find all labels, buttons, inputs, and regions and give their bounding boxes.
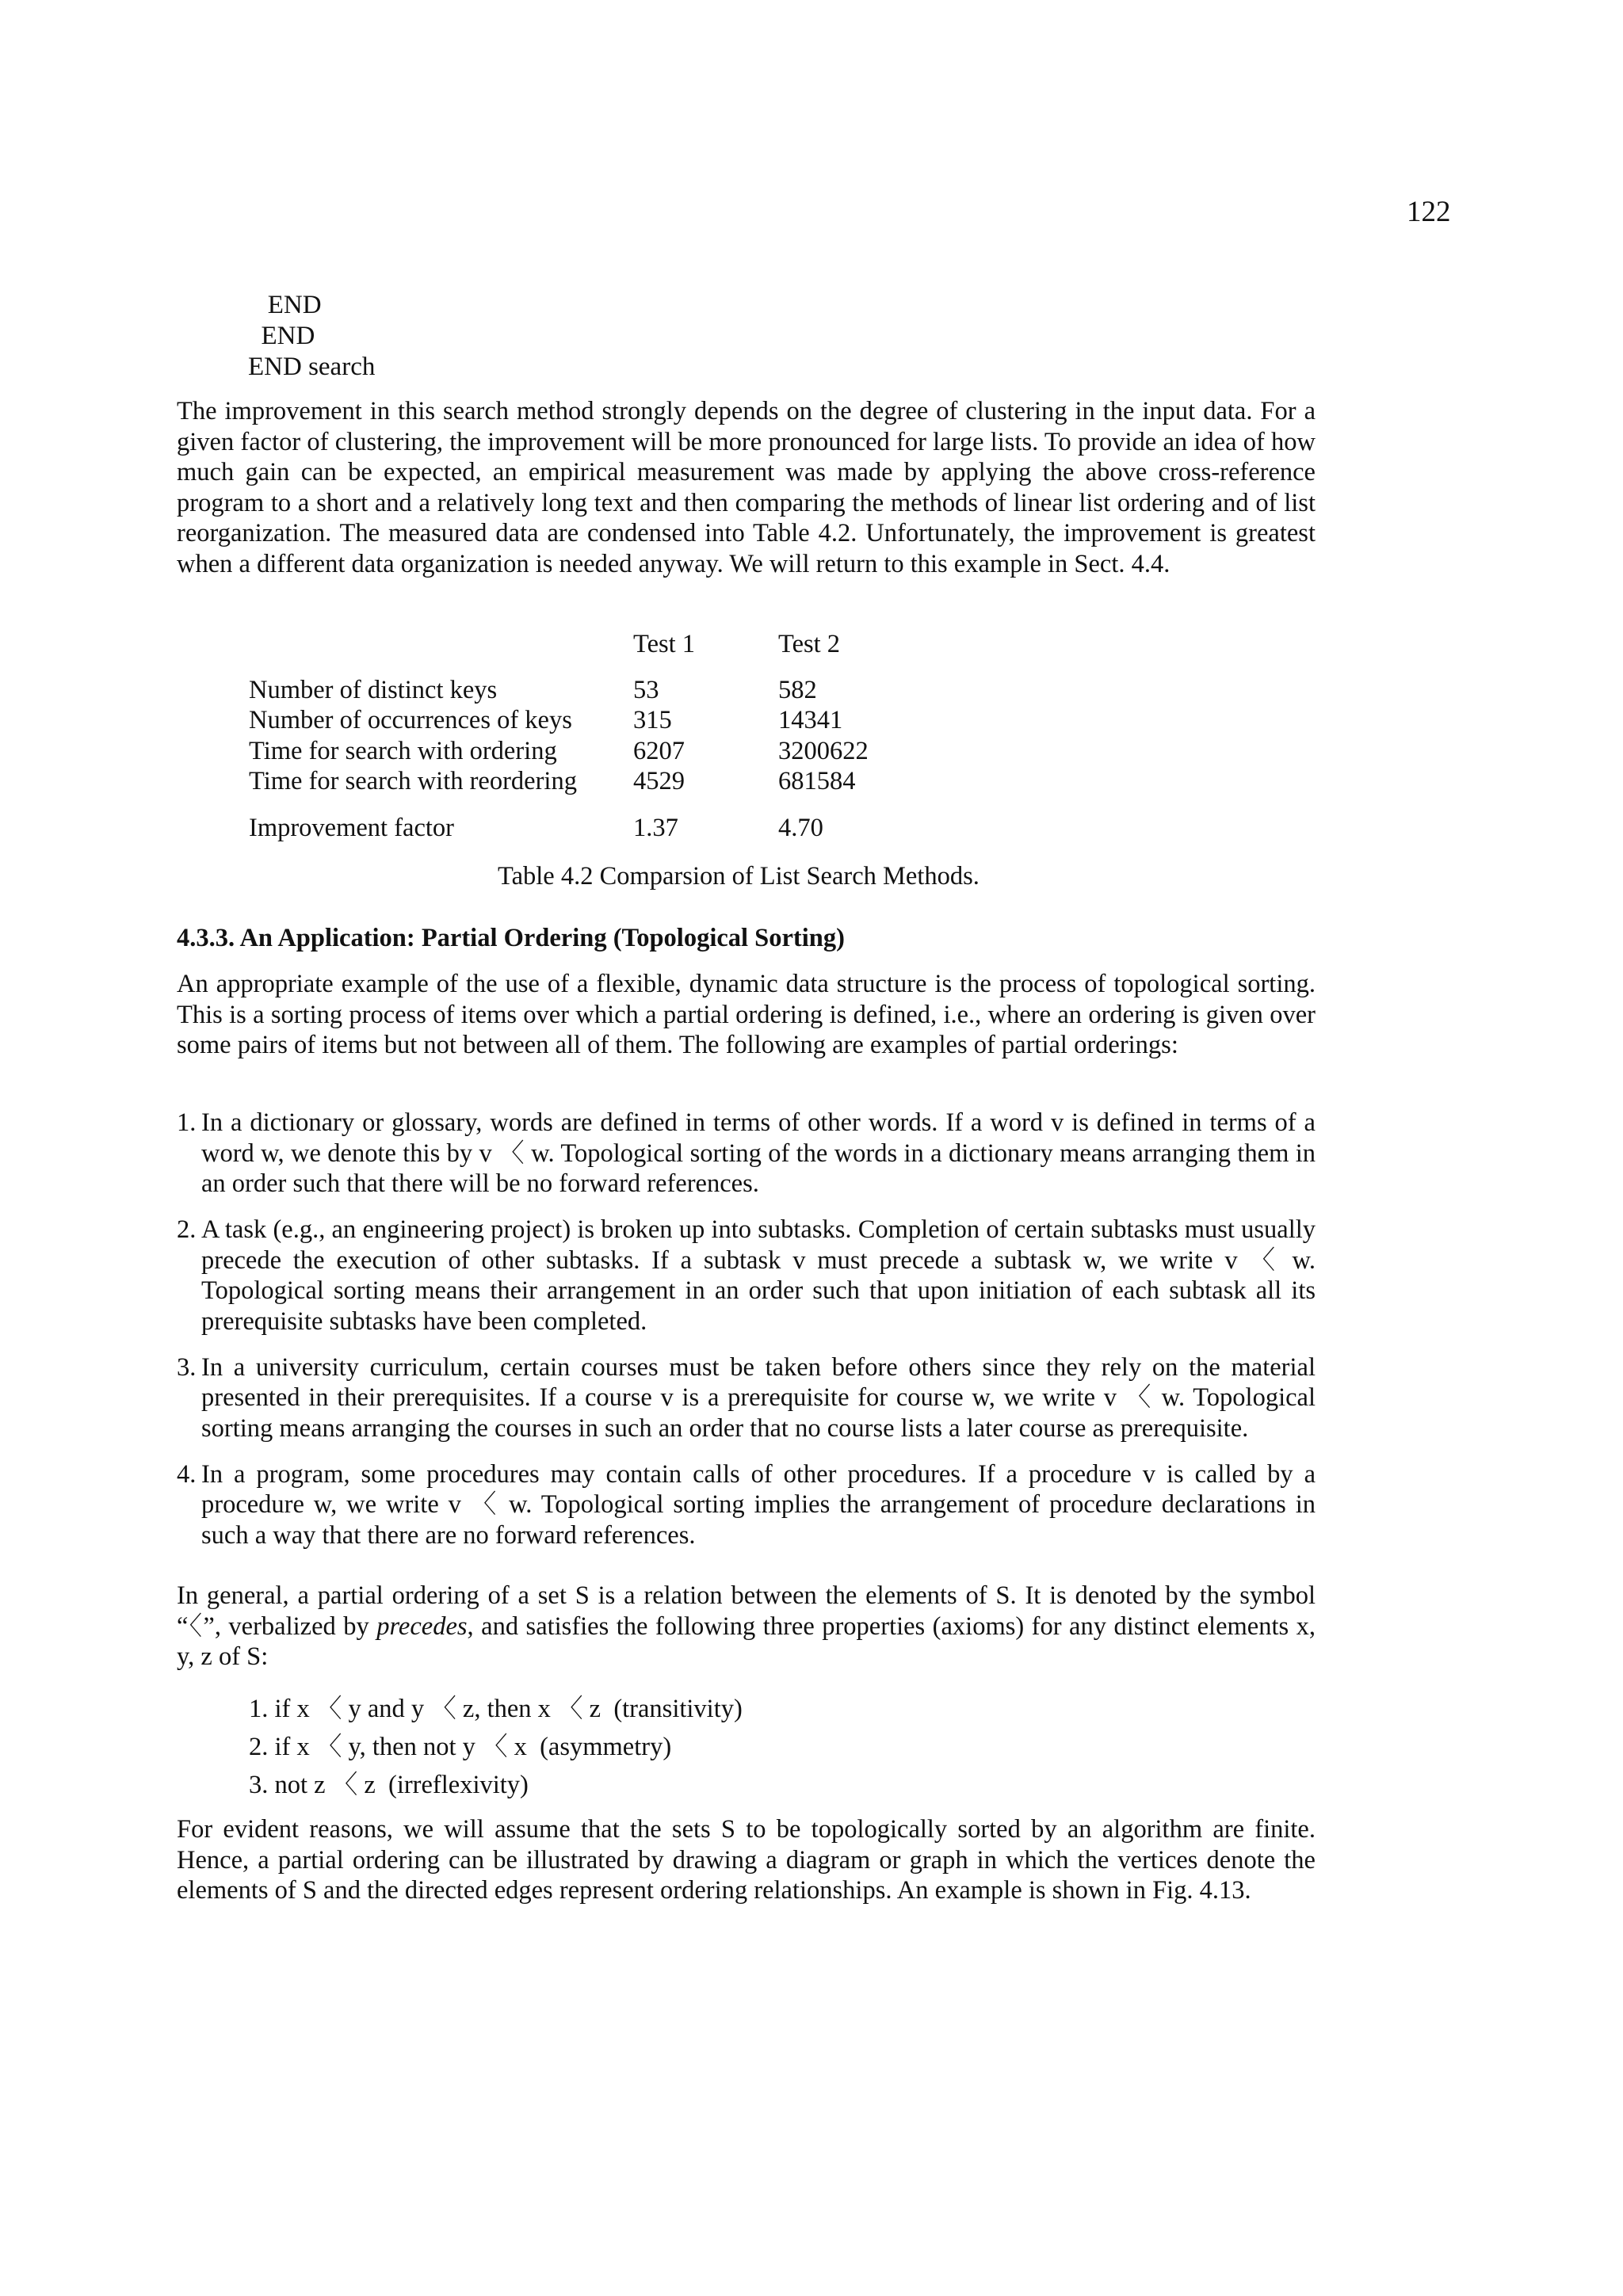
code-line: END search bbox=[248, 353, 376, 381]
table-cell: 14341 bbox=[778, 706, 843, 734]
list-item bbox=[177, 1352, 1316, 1444]
table-cell: Number of distinct keys bbox=[249, 675, 498, 704]
table-cell: Time for search with reordering bbox=[249, 767, 577, 795]
list-item-text: In a program, some procedures may contain calls of other procedures. If a procedure v is called by a procedure w, we write v 〈 w. Topological sorting implies the arrangement of procedure declarations in such a way that there are no forward references. bbox=[201, 1459, 1316, 1550]
table-cell: 3200622 bbox=[778, 736, 869, 765]
list-item-number: 4. bbox=[177, 1459, 197, 1489]
table-cell: Improvement factor bbox=[249, 813, 454, 842]
list-item bbox=[177, 1108, 1316, 1199]
table-cell: Number of occurrences of keys bbox=[249, 706, 572, 734]
general-paragraph-text: , and satisfies the following three properties (axioms) for any distinct elements x, y, z of S: bbox=[177, 1611, 1316, 1671]
list-item bbox=[177, 1459, 1316, 1551]
table-cell: 53 bbox=[633, 675, 659, 704]
list-item-number: 3. bbox=[177, 1352, 197, 1382]
section-heading: 4.3.3. An Application: Partial Ordering (Topological Sorting) bbox=[177, 924, 845, 952]
list-item-number: 2. bbox=[177, 1215, 197, 1244]
list-item-text: A task (e.g., an engineering project) is broken up into subtasks. Completion of certain subtasks must usually precede the execution of other subtasks. If a subtask v must precede a subtask w, we write v 〈 w. Topological sorting means their arrangement in an order such that upon initiation of each subtask all its prerequisite subtasks have been completed. bbox=[201, 1215, 1316, 1336]
code-line: END bbox=[248, 322, 315, 350]
table-cell: 6207 bbox=[633, 736, 685, 765]
precedes-term: precedes bbox=[376, 1611, 468, 1641]
table-header-cell: Test 2 bbox=[778, 630, 841, 658]
examples-list bbox=[177, 1108, 1316, 1566]
axiom-item: 3. not z 〈 z (irreflexivity) bbox=[249, 1771, 529, 1799]
axiom-item: 2. if x 〈 y, then not y 〈 x (asymmetry) bbox=[249, 1733, 672, 1761]
table-cell: 681584 bbox=[778, 767, 856, 795]
list-item bbox=[177, 1215, 1316, 1337]
topo-paragraph: An appropriate example of the use of a flexible, dynamic data structure is the process of topological sorting. This is a sorting process of items over which a partial ordering is defined, i.e., where an ordering is given over some pairs of items but not between all of them. The following are examples of partial orderings: bbox=[177, 970, 1316, 1059]
general-paragraph-text: In general, a partial ordering of a set S is a relation between the elements of S. It is denoted by the symbol “〈”, verbalized by bbox=[177, 1581, 1316, 1641]
list-item-text: In a dictionary or glossary, words are defined in terms of other words. If a word v is defined in terms of a word w, we denote this by v 〈 w. Topological sorting of the words in a dictionary means arranging them in an order such that there will be no forward references. bbox=[201, 1108, 1316, 1198]
table-cell: 4529 bbox=[633, 767, 685, 795]
table-cell: 315 bbox=[633, 706, 672, 734]
table-cell: 1.37 bbox=[633, 813, 678, 842]
code-line: END bbox=[248, 291, 322, 319]
axiom-item: 1. if x 〈 y and y 〈 z, then x 〈 z (transitivity) bbox=[249, 1695, 743, 1723]
table-cell: 582 bbox=[778, 675, 817, 704]
evident-paragraph: For evident reasons, we will assume that the sets S to be topologically sorted by an algorithm are finite. Hence, a partial ordering can be illustrated by drawing a diagram or graph in which the vertices denote the elements of S and the directed edges represent ordering relationships. An example is shown in Fig. 4.13. bbox=[177, 1815, 1316, 1905]
axioms-list bbox=[249, 1690, 743, 1804]
general-paragraph bbox=[177, 1581, 1316, 1672]
table-header-cell: Test 1 bbox=[633, 630, 696, 658]
table-caption: Table 4.2 Comparsion of List Search Methods. bbox=[498, 862, 980, 891]
table-cell: Time for search with ordering bbox=[249, 736, 557, 765]
code-block bbox=[248, 290, 375, 383]
list-item-text: In a university curriculum, certain courses must be taken before others since they rely on the material presented in their prerequisites. If a course v is a prerequisite for course w, we write v 〈 w. Topological sorting means arranging the courses in such an order that no course lists a later course as prerequisite. bbox=[201, 1352, 1316, 1443]
table-cell: 4.70 bbox=[778, 813, 823, 842]
page-number: 122 bbox=[1407, 196, 1451, 228]
intro-paragraph: The improvement in this search method strongly depends on the degree of clustering in the input data. For a given factor of clustering, the improvement will be more pronounced for large lists. To provide an idea of how much gain can be expected, an empirical measurement was made by applying the above cross-reference program to a short and a relatively long text and then comparing the methods of linear list ordering and of list reorganization. The measured data are condensed into Table 4.2. Unfortunately, the improvement is greatest when a different data organization is needed anyway. We will return to this example in Sect. 4.4. bbox=[177, 397, 1316, 578]
list-item-number: 1. bbox=[177, 1108, 197, 1137]
